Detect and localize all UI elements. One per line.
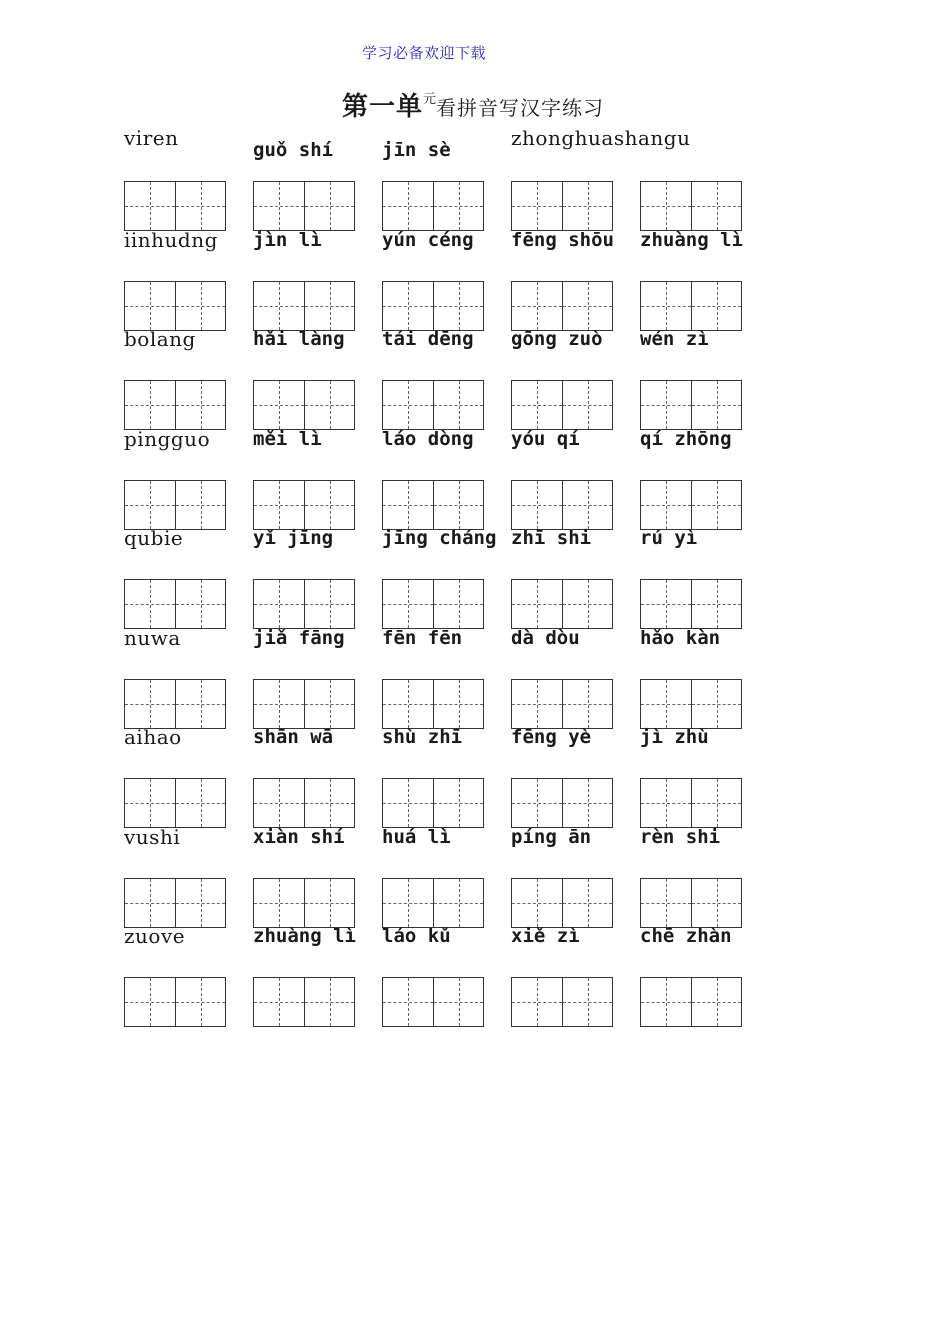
- pinyin-label: jì zhù: [640, 726, 709, 748]
- exercise-item: [124, 327, 254, 432]
- character-square[interactable]: [175, 978, 225, 1026]
- pinyin-label: shān wā: [253, 726, 334, 748]
- pinyin-label: hǎi làng: [253, 328, 345, 350]
- character-square[interactable]: [512, 879, 562, 927]
- character-square[interactable]: [691, 978, 741, 1026]
- character-square[interactable]: [125, 978, 175, 1026]
- exercise-item: [511, 327, 641, 432]
- character-square[interactable]: [254, 978, 304, 1026]
- character-square[interactable]: [254, 481, 304, 529]
- character-square[interactable]: [641, 779, 691, 827]
- character-square[interactable]: [691, 580, 741, 628]
- pinyin-label: fēn fēn: [382, 626, 463, 649]
- character-square[interactable]: [433, 680, 483, 728]
- character-square[interactable]: [125, 680, 175, 728]
- writing-box[interactable]: [382, 380, 484, 430]
- exercise-item: [253, 924, 383, 1029]
- writing-box[interactable]: [640, 977, 742, 1027]
- character-square[interactable]: [254, 282, 304, 330]
- character-square[interactable]: [641, 978, 691, 1026]
- pinyin-label: chē zhàn: [640, 925, 732, 947]
- writing-box[interactable]: [382, 679, 484, 729]
- character-square[interactable]: [691, 282, 741, 330]
- character-square[interactable]: [512, 978, 562, 1026]
- writing-box[interactable]: [511, 679, 613, 729]
- character-square[interactable]: [125, 580, 175, 628]
- character-square[interactable]: [512, 580, 562, 628]
- writing-box[interactable]: [382, 281, 484, 331]
- exercise-item: [253, 128, 383, 233]
- character-square[interactable]: [304, 580, 354, 628]
- character-square[interactable]: [383, 381, 433, 429]
- exercise-item: [640, 526, 770, 631]
- pinyin-label: qubie: [124, 526, 184, 550]
- pinyin-label: wén zì: [640, 328, 709, 350]
- pinyin-label: měi lì: [253, 427, 322, 450]
- writing-box[interactable]: [511, 878, 613, 928]
- character-square[interactable]: [383, 779, 433, 827]
- character-square[interactable]: [562, 779, 612, 827]
- writing-box[interactable]: [382, 181, 484, 231]
- writing-box[interactable]: [382, 977, 484, 1027]
- exercise-item: [511, 126, 691, 233]
- exercise-item: [382, 327, 512, 432]
- writing-box[interactable]: [124, 181, 226, 231]
- character-square[interactable]: [433, 580, 483, 628]
- pinyin-label: láo dòng: [382, 427, 474, 450]
- exercise-item: [382, 128, 512, 233]
- character-square[interactable]: [433, 182, 483, 230]
- pinyin-label: qí zhōng: [640, 427, 732, 450]
- writing-box[interactable]: [382, 480, 484, 530]
- exercise-item: [511, 427, 641, 532]
- character-square[interactable]: [175, 879, 225, 927]
- exercise-item: [124, 427, 254, 532]
- character-square[interactable]: [512, 779, 562, 827]
- writing-box[interactable]: [124, 778, 226, 828]
- writing-box[interactable]: [124, 977, 226, 1027]
- character-square[interactable]: [125, 779, 175, 827]
- character-square[interactable]: [512, 381, 562, 429]
- exercise-item: [511, 228, 641, 333]
- character-square[interactable]: [641, 680, 691, 728]
- character-square[interactable]: [125, 282, 175, 330]
- character-square[interactable]: [304, 381, 354, 429]
- exercise-item: [253, 626, 383, 731]
- pinyin-label: gōng zuò: [511, 328, 603, 350]
- character-square[interactable]: [175, 182, 225, 230]
- exercise-item: [382, 924, 512, 1029]
- character-square[interactable]: [175, 779, 225, 827]
- character-square[interactable]: [383, 282, 433, 330]
- exercise-item: [511, 924, 641, 1029]
- character-square[interactable]: [175, 680, 225, 728]
- writing-box[interactable]: [511, 977, 613, 1027]
- pinyin-label: huá lì: [382, 825, 451, 848]
- character-square[interactable]: [383, 481, 433, 529]
- exercise-item: [124, 128, 254, 233]
- character-square[interactable]: [383, 182, 433, 230]
- writing-box[interactable]: [124, 281, 226, 331]
- character-square[interactable]: [691, 182, 741, 230]
- pinyin-label: yóu qí: [511, 427, 580, 450]
- pinyin-label: guǒ shí: [253, 139, 334, 161]
- page-title: [342, 86, 604, 123]
- exercise-item: [124, 825, 254, 930]
- pinyin-label: jiǎ fāng: [253, 626, 345, 649]
- character-square[interactable]: [304, 680, 354, 728]
- writing-box[interactable]: [124, 380, 226, 430]
- title-rest: 看拼音写汉字练习: [436, 96, 605, 120]
- character-square[interactable]: [254, 580, 304, 628]
- title-main: 第一单: [342, 92, 424, 122]
- character-square[interactable]: [641, 381, 691, 429]
- pinyin-label: hǎo kàn: [640, 626, 721, 649]
- character-square[interactable]: [433, 481, 483, 529]
- pinyin-label: zhuàng lì: [253, 925, 356, 947]
- exercise-item: [253, 228, 383, 333]
- character-square[interactable]: [125, 481, 175, 529]
- character-square[interactable]: [691, 481, 741, 529]
- exercise-item: [511, 725, 641, 830]
- character-square[interactable]: [562, 282, 612, 330]
- writing-box[interactable]: [124, 679, 226, 729]
- writing-box[interactable]: [253, 679, 355, 729]
- exercise-item: [511, 825, 641, 930]
- character-square[interactable]: [304, 182, 354, 230]
- exercise-item: [382, 825, 512, 930]
- character-square[interactable]: [433, 282, 483, 330]
- writing-box[interactable]: [511, 281, 613, 331]
- writing-box[interactable]: [640, 579, 742, 629]
- character-square[interactable]: [254, 381, 304, 429]
- exercise-item: [640, 626, 770, 731]
- writing-box[interactable]: [253, 380, 355, 430]
- exercise-item: [640, 725, 770, 830]
- character-square[interactable]: [254, 879, 304, 927]
- pinyin-label: jìn lì: [253, 228, 322, 251]
- pinyin-label: shù zhī: [382, 726, 463, 748]
- exercise-item: [382, 427, 512, 532]
- writing-box[interactable]: [511, 480, 613, 530]
- writing-box[interactable]: [253, 579, 355, 629]
- writing-box[interactable]: [640, 181, 742, 231]
- pinyin-label: zhonghuashangu: [511, 126, 691, 150]
- exercise-item: [382, 725, 512, 830]
- character-square[interactable]: [512, 282, 562, 330]
- exercise-item: [253, 825, 383, 930]
- character-square[interactable]: [175, 282, 225, 330]
- exercise-item: [382, 526, 512, 631]
- character-square[interactable]: [641, 580, 691, 628]
- character-square[interactable]: [383, 580, 433, 628]
- writing-box[interactable]: [382, 878, 484, 928]
- exercise-item: [253, 427, 383, 532]
- character-square[interactable]: [512, 680, 562, 728]
- character-square[interactable]: [433, 381, 483, 429]
- writing-box[interactable]: [124, 579, 226, 629]
- character-square[interactable]: [125, 182, 175, 230]
- character-square[interactable]: [383, 978, 433, 1026]
- exercise-item: [511, 626, 641, 731]
- writing-box[interactable]: [640, 281, 742, 331]
- pinyin-label: zhī shi: [511, 527, 592, 549]
- character-square[interactable]: [512, 481, 562, 529]
- exercise-item: [640, 825, 770, 930]
- pinyin-label: iinhudng: [124, 227, 218, 252]
- exercise-item: [511, 526, 641, 631]
- pinyin-label: láo kǔ: [382, 925, 451, 947]
- pinyin-label: yǐ jīng: [253, 527, 334, 549]
- pinyin-label: xiě zì: [511, 925, 580, 947]
- character-square[interactable]: [175, 381, 225, 429]
- character-square[interactable]: [175, 481, 225, 529]
- character-square[interactable]: [433, 879, 483, 927]
- character-square[interactable]: [304, 879, 354, 927]
- pinyin-label: nuwa: [124, 625, 181, 650]
- exercise-item: [124, 924, 254, 1029]
- exercise-item: [253, 725, 383, 830]
- pinyin-label: vushi: [124, 824, 181, 849]
- exercise-item: [640, 228, 770, 333]
- pinyin-label: fēng yè: [511, 726, 592, 748]
- character-square[interactable]: [125, 879, 175, 927]
- writing-box[interactable]: [124, 878, 226, 928]
- pinyin-label: tái dēng: [382, 328, 474, 350]
- character-square[interactable]: [254, 182, 304, 230]
- title-superscript: 元: [423, 92, 437, 107]
- pinyin-label: zuove: [124, 924, 186, 948]
- character-square[interactable]: [304, 282, 354, 330]
- character-square[interactable]: [562, 680, 612, 728]
- writing-box[interactable]: [640, 778, 742, 828]
- writing-box[interactable]: [511, 380, 613, 430]
- exercise-item: [640, 327, 770, 432]
- pinyin-label: zhuàng lì: [640, 228, 743, 251]
- pinyin-label: yún céng: [382, 228, 474, 251]
- exercise-item: [124, 725, 254, 830]
- pinyin-label: xiàn shí: [253, 825, 345, 848]
- writing-box[interactable]: [253, 181, 355, 231]
- writing-box[interactable]: [253, 977, 355, 1027]
- writing-box[interactable]: [382, 778, 484, 828]
- pinyin-label: aihao: [124, 725, 182, 749]
- character-square[interactable]: [562, 879, 612, 927]
- character-square[interactable]: [304, 978, 354, 1026]
- exercise-item: [124, 526, 254, 631]
- writing-box[interactable]: [253, 778, 355, 828]
- exercise-item: [382, 626, 512, 731]
- exercise-item: [640, 924, 770, 1029]
- writing-box[interactable]: [511, 778, 613, 828]
- writing-box[interactable]: [640, 679, 742, 729]
- character-square[interactable]: [691, 381, 741, 429]
- character-square[interactable]: [691, 879, 741, 927]
- character-square[interactable]: [254, 680, 304, 728]
- character-square[interactable]: [512, 182, 562, 230]
- character-square[interactable]: [641, 182, 691, 230]
- writing-box[interactable]: [640, 878, 742, 928]
- character-square[interactable]: [691, 680, 741, 728]
- character-square[interactable]: [562, 381, 612, 429]
- character-square[interactable]: [562, 182, 612, 230]
- writing-box[interactable]: [511, 181, 613, 231]
- writing-box[interactable]: [253, 480, 355, 530]
- character-square[interactable]: [383, 680, 433, 728]
- character-square[interactable]: [175, 580, 225, 628]
- character-square[interactable]: [562, 978, 612, 1026]
- pinyin-label: píng ān: [511, 825, 592, 848]
- writing-box[interactable]: [253, 281, 355, 331]
- pinyin-label: fēng shōu: [511, 228, 614, 251]
- character-square[interactable]: [304, 481, 354, 529]
- writing-box[interactable]: [382, 579, 484, 629]
- character-square[interactable]: [304, 779, 354, 827]
- writing-box[interactable]: [511, 579, 613, 629]
- exercise-item: [253, 526, 383, 631]
- exercise-item: [640, 128, 770, 233]
- character-square[interactable]: [383, 879, 433, 927]
- pinyin-label: bolang: [124, 327, 196, 351]
- writing-box[interactable]: [640, 480, 742, 530]
- character-square[interactable]: [125, 381, 175, 429]
- character-square[interactable]: [641, 282, 691, 330]
- character-square[interactable]: [433, 779, 483, 827]
- exercise-item: [124, 626, 254, 731]
- writing-box[interactable]: [253, 878, 355, 928]
- character-square[interactable]: [254, 779, 304, 827]
- header-note: 学习必备欢迎下载: [362, 44, 487, 62]
- pinyin-label: dà dòu: [511, 626, 580, 649]
- writing-box[interactable]: [124, 480, 226, 530]
- character-square[interactable]: [433, 978, 483, 1026]
- pinyin-label: rèn shi: [640, 825, 721, 848]
- exercise-item: [382, 228, 512, 333]
- character-square[interactable]: [562, 481, 612, 529]
- pinyin-label: viren: [124, 126, 179, 150]
- pinyin-label: pingguo: [124, 426, 211, 451]
- character-square[interactable]: [691, 779, 741, 827]
- pinyin-label: jīn sè: [382, 139, 451, 161]
- character-square[interactable]: [641, 879, 691, 927]
- pinyin-label: rú yì: [640, 527, 698, 549]
- exercise-item: [253, 327, 383, 432]
- character-square[interactable]: [562, 580, 612, 628]
- exercise-item: [640, 427, 770, 532]
- exercise-item: [124, 228, 254, 333]
- pinyin-label: jīng cháng: [382, 527, 497, 549]
- character-square[interactable]: [641, 481, 691, 529]
- writing-box[interactable]: [640, 380, 742, 430]
